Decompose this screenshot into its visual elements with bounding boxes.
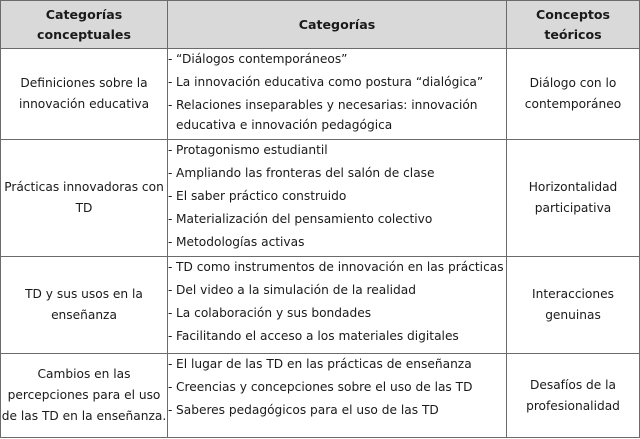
category-list <box>168 49 506 135</box>
list-item: - Saberes pedagógicos para el uso de las TD <box>168 400 506 420</box>
header-row <box>1 1 640 49</box>
categories-cell <box>168 354 507 438</box>
list-item: - Creencias y concepciones sobre el uso de las TD <box>168 377 506 397</box>
conceptual-category-cell: Prácticas innovadoras con TD <box>1 140 168 257</box>
list-item: - Del video a la simulación de la realidad <box>168 280 506 300</box>
theoretical-concept-cell: Desafíos de la profesionalidad <box>507 354 640 438</box>
list-item: - Ampliando las fronteras del salón de clase <box>168 163 506 183</box>
theoretical-concept-cell: Diálogo con lo contemporáneo <box>507 49 640 140</box>
conceptual-category-cell: Definiciones sobre la innovación educativa <box>1 49 168 140</box>
list-item: - Facilitando el acceso a los materiales digitales <box>168 326 506 346</box>
list-item: - El saber práctico construido <box>168 186 506 206</box>
categories-cell <box>168 140 507 257</box>
list-item: - “Diálogos contemporáneos” <box>168 49 506 69</box>
list-item: - Metodologías activas <box>168 232 506 252</box>
category-list <box>168 354 506 420</box>
categories-cell <box>168 257 507 354</box>
categories-cell <box>168 49 507 140</box>
theoretical-concept-cell: Interacciones genuinas <box>507 257 640 354</box>
conceptual-category-cell: TD y sus usos en la enseñanza <box>1 257 168 354</box>
conceptual-category-cell: Cambios en las percepciones para el uso de las TD en la enseñanza. <box>1 354 168 438</box>
header-theoretical-concepts: Conceptos teóricos <box>507 1 640 49</box>
header-conceptual-categories: Categorías conceptuales <box>1 1 168 49</box>
list-item: - La colaboración y sus bondades <box>168 303 506 323</box>
list-item: - Relaciones inseparables y necesarias: innovación educativa e innovación pedagógica <box>168 95 506 135</box>
table-row <box>1 140 640 257</box>
list-item: - Protagonismo estudiantil <box>168 140 506 160</box>
list-item: - Materialización del pensamiento colectivo <box>168 209 506 229</box>
table-row <box>1 49 640 140</box>
list-item: - El lugar de las TD en las prácticas de enseñanza <box>168 354 506 374</box>
theoretical-concept-cell: Horizontalidad participativa <box>507 140 640 257</box>
table-row <box>1 354 640 438</box>
list-item: - La innovación educativa como postura “dialógica” <box>168 72 506 92</box>
header-categories: Categorías <box>168 1 507 49</box>
category-list <box>168 140 506 252</box>
table-row <box>1 257 640 354</box>
list-item: - TD como instrumentos de innovación en las prácticas <box>168 257 506 277</box>
category-list <box>168 257 506 346</box>
